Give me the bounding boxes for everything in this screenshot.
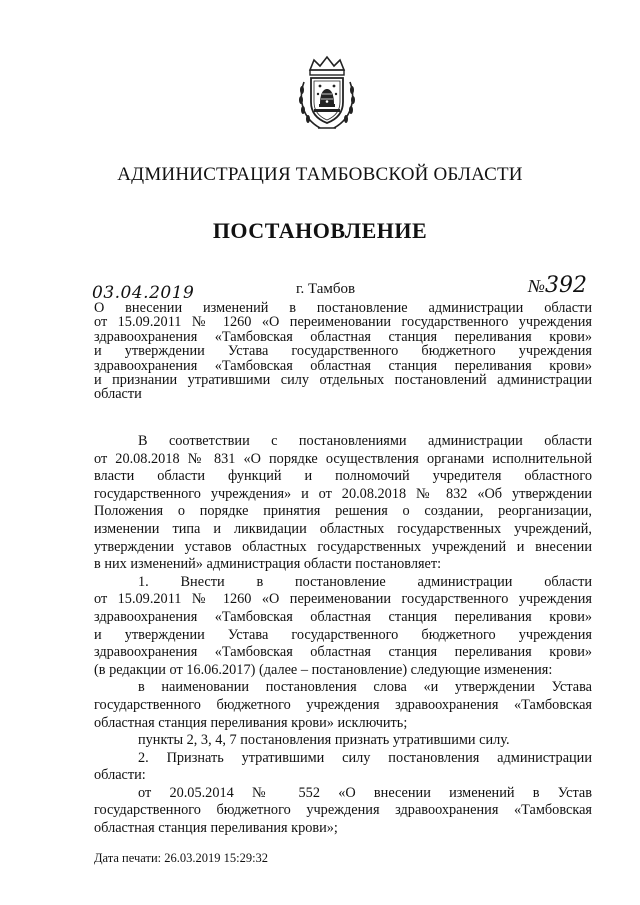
city-label: г. Тамбов (296, 281, 356, 297)
body-line: областная станция переливания крови»; (94, 820, 338, 837)
document-body (94, 433, 592, 838)
handwritten-date: 03.04.2019 (92, 283, 195, 303)
subject-line: от 15.09.2011 № 1260 «О переименовании государственного учреждения (94, 314, 592, 331)
organization-title: АДМИНИСТРАЦИЯ ТАМБОВСКОЙ ОБЛАСТИ (117, 164, 523, 185)
body-line: от 20.08.2018 № 831 «О порядке осуществления органами исполнительной (94, 450, 592, 467)
paragraph-item-1-change-a (94, 679, 592, 732)
subject-line: О внесении изменений в постановление администрации области (94, 300, 592, 316)
body-line: изменении типа и ликвидации областных государственных учреждений, (94, 520, 592, 537)
document-number (528, 273, 587, 298)
print-date-footer: Дата печати: 26.03.2019 15:29:32 (94, 851, 269, 865)
document-subject (94, 301, 592, 402)
paragraph-item-1 (94, 574, 592, 680)
number-sign: № (528, 276, 545, 296)
body-line: государственного учреждения» и от 20.08.2018 № 832 «Об утверждении (94, 485, 592, 502)
body-line: В соответствии с постановлениями администрации области (138, 433, 592, 449)
body-line: пункты 2, 3, 4, 7 постановления признать утратившими силу. (138, 732, 510, 749)
body-line: здравоохранения «Тамбовская областная станция переливания крови» (94, 608, 592, 625)
body-line: и утверждении Устава государственного бюджетного учреждения (94, 626, 592, 643)
body-line: от 20.05.2014 № 552 «О внесении изменений в Устав (138, 784, 592, 801)
paragraph-preamble (94, 433, 592, 574)
paragraph-item-1-change-b (94, 732, 592, 750)
body-line: в них изменений» администрация области постановляет: (94, 556, 442, 573)
paragraph-item-2-entry (94, 785, 592, 838)
subject-line: и утверждении Устава государственного бюджетного учреждения (94, 343, 592, 360)
body-line: государственного бюджетного учреждения здравоохранения «Тамбовская (94, 802, 592, 819)
coat-of-arms-icon (296, 54, 358, 134)
subject-line: области (94, 386, 142, 403)
body-line: государственного бюджетного учреждения здравоохранения «Тамбовская (94, 696, 592, 713)
body-line: 2. Признать утратившими силу постановления администрации (138, 749, 592, 766)
body-line: области: (94, 767, 146, 784)
subject-line: здравоохранения «Тамбовская областная станция переливания крови» (94, 357, 592, 374)
body-line: утверждении уставов областных государственных учреждений и внесении (94, 538, 592, 555)
paragraph-item-2 (94, 750, 592, 785)
subject-line: и признании утратившими силу отдельных постановлений администрации (94, 372, 592, 389)
body-line: Положения о порядке принятия решения о создании, реорганизации, (94, 503, 592, 520)
body-line: (в редакции от 16.06.2017) (далее – постановление) следующие изменения: (94, 661, 553, 678)
body-line: здравоохранения «Тамбовская областная станция переливания крови» (94, 644, 592, 661)
document-type-title: ПОСТАНОВЛЕНИЕ (212, 218, 428, 243)
body-line: власти области функций и полномочий учредителя областного (94, 468, 592, 485)
body-line: областная станция переливания крови» исключить; (94, 714, 408, 731)
subject-line: здравоохранения «Тамбовская областная станция переливания крови» (94, 328, 592, 345)
handwritten-number: 392 (544, 273, 587, 298)
body-line: в наименовании постановления слова «и утверждении Устава (138, 679, 592, 696)
body-line: от 15.09.2011 № 1260 «О переименовании государственного учреждения (94, 591, 592, 608)
body-line: 1. Внести в постановление администрации области (138, 573, 592, 590)
